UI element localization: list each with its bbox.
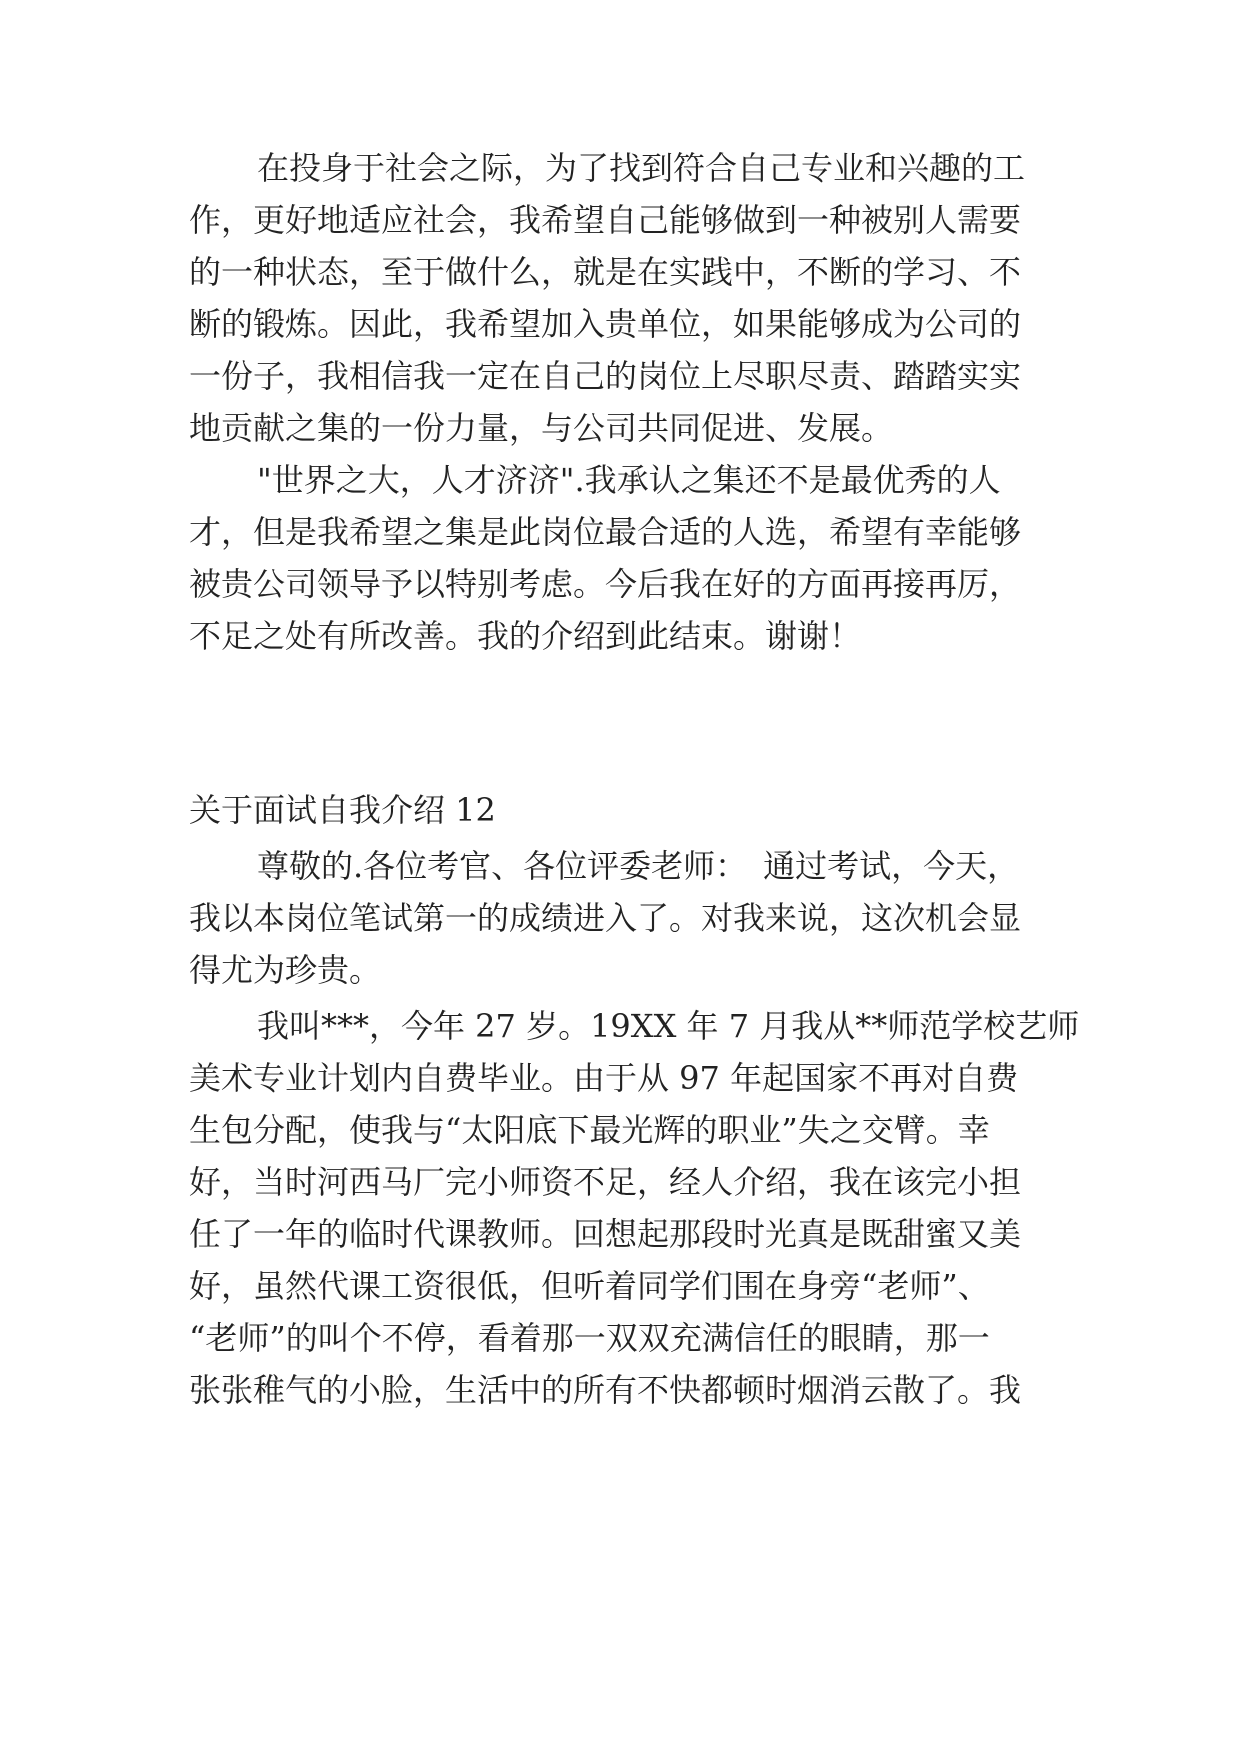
text-line: 生包分配，使我与“太阳底下最光辉的职业”失之交臂。幸 bbox=[189, 1111, 990, 1149]
text-line: 的一种状态，至于做什么，就是在实践中，不断的学习、不 bbox=[189, 253, 1022, 291]
text-line: 在投身于社会之际，为了找到符合自己专业和兴趣的工 bbox=[257, 149, 1026, 187]
text-line: 我叫***，今年 27 岁。19XX 年 7 月我从**师范学校艺师 bbox=[257, 1007, 1080, 1045]
section-heading: 关于面试自我介绍 12 bbox=[189, 791, 496, 829]
text-line: 张张稚气的小脸，生活中的所有不快都顿时烟消云散了。我 bbox=[189, 1371, 1022, 1409]
text-line: 好，虽然代课工资很低，但听着同学们围在身旁“老师”、 bbox=[189, 1267, 990, 1305]
text-line: 地贡献之集的一份力量，与公司共同促进、发展。 bbox=[189, 409, 894, 447]
text-line: 任了一年的临时代课教师。回想起那段时光真是既甜蜜又美 bbox=[189, 1215, 1022, 1253]
text-line: 才，但是我希望之集是此岗位最合适的人选，希望有幸能够 bbox=[189, 513, 1022, 551]
text-line: 被贵公司领导予以特别考虑。今后我在好的方面再接再厉， bbox=[189, 565, 1022, 603]
text-line: 一份子，我相信我一定在自己的岗位上尽职尽责、踏踏实实 bbox=[189, 357, 1022, 395]
text-line: 我以本岗位笔试第一的成绩进入了。对我来说，这次机会显 bbox=[189, 899, 1022, 937]
text-line: 作，更好地适应社会，我希望自己能够做到一种被别人需要 bbox=[189, 201, 1022, 239]
text-line: 断的锻炼。因此，我希望加入贵单位，如果能够成为公司的 bbox=[189, 305, 1022, 343]
text-line: "世界之大，人才济济".我承认之集还不是最优秀的人 bbox=[257, 461, 1001, 499]
text-line: “老师”的叫个不停，看着那一双双充满信任的眼睛，那一 bbox=[189, 1319, 990, 1357]
text-line: 好，当时河西马厂完小师资不足，经人介绍，我在该完小担 bbox=[189, 1163, 1022, 1201]
text-line: 得尤为珍贵。 bbox=[189, 951, 382, 989]
text-line: 美术专业计划内自费毕业。由于从 97 年起国家不再对自费 bbox=[189, 1059, 1019, 1097]
text-line: 尊敬的.各位考官、各位评委老师： 通过考试，今天， bbox=[257, 847, 1020, 885]
text-line: 不足之处有所改善。我的介绍到此结束。谢谢！ bbox=[189, 617, 862, 655]
